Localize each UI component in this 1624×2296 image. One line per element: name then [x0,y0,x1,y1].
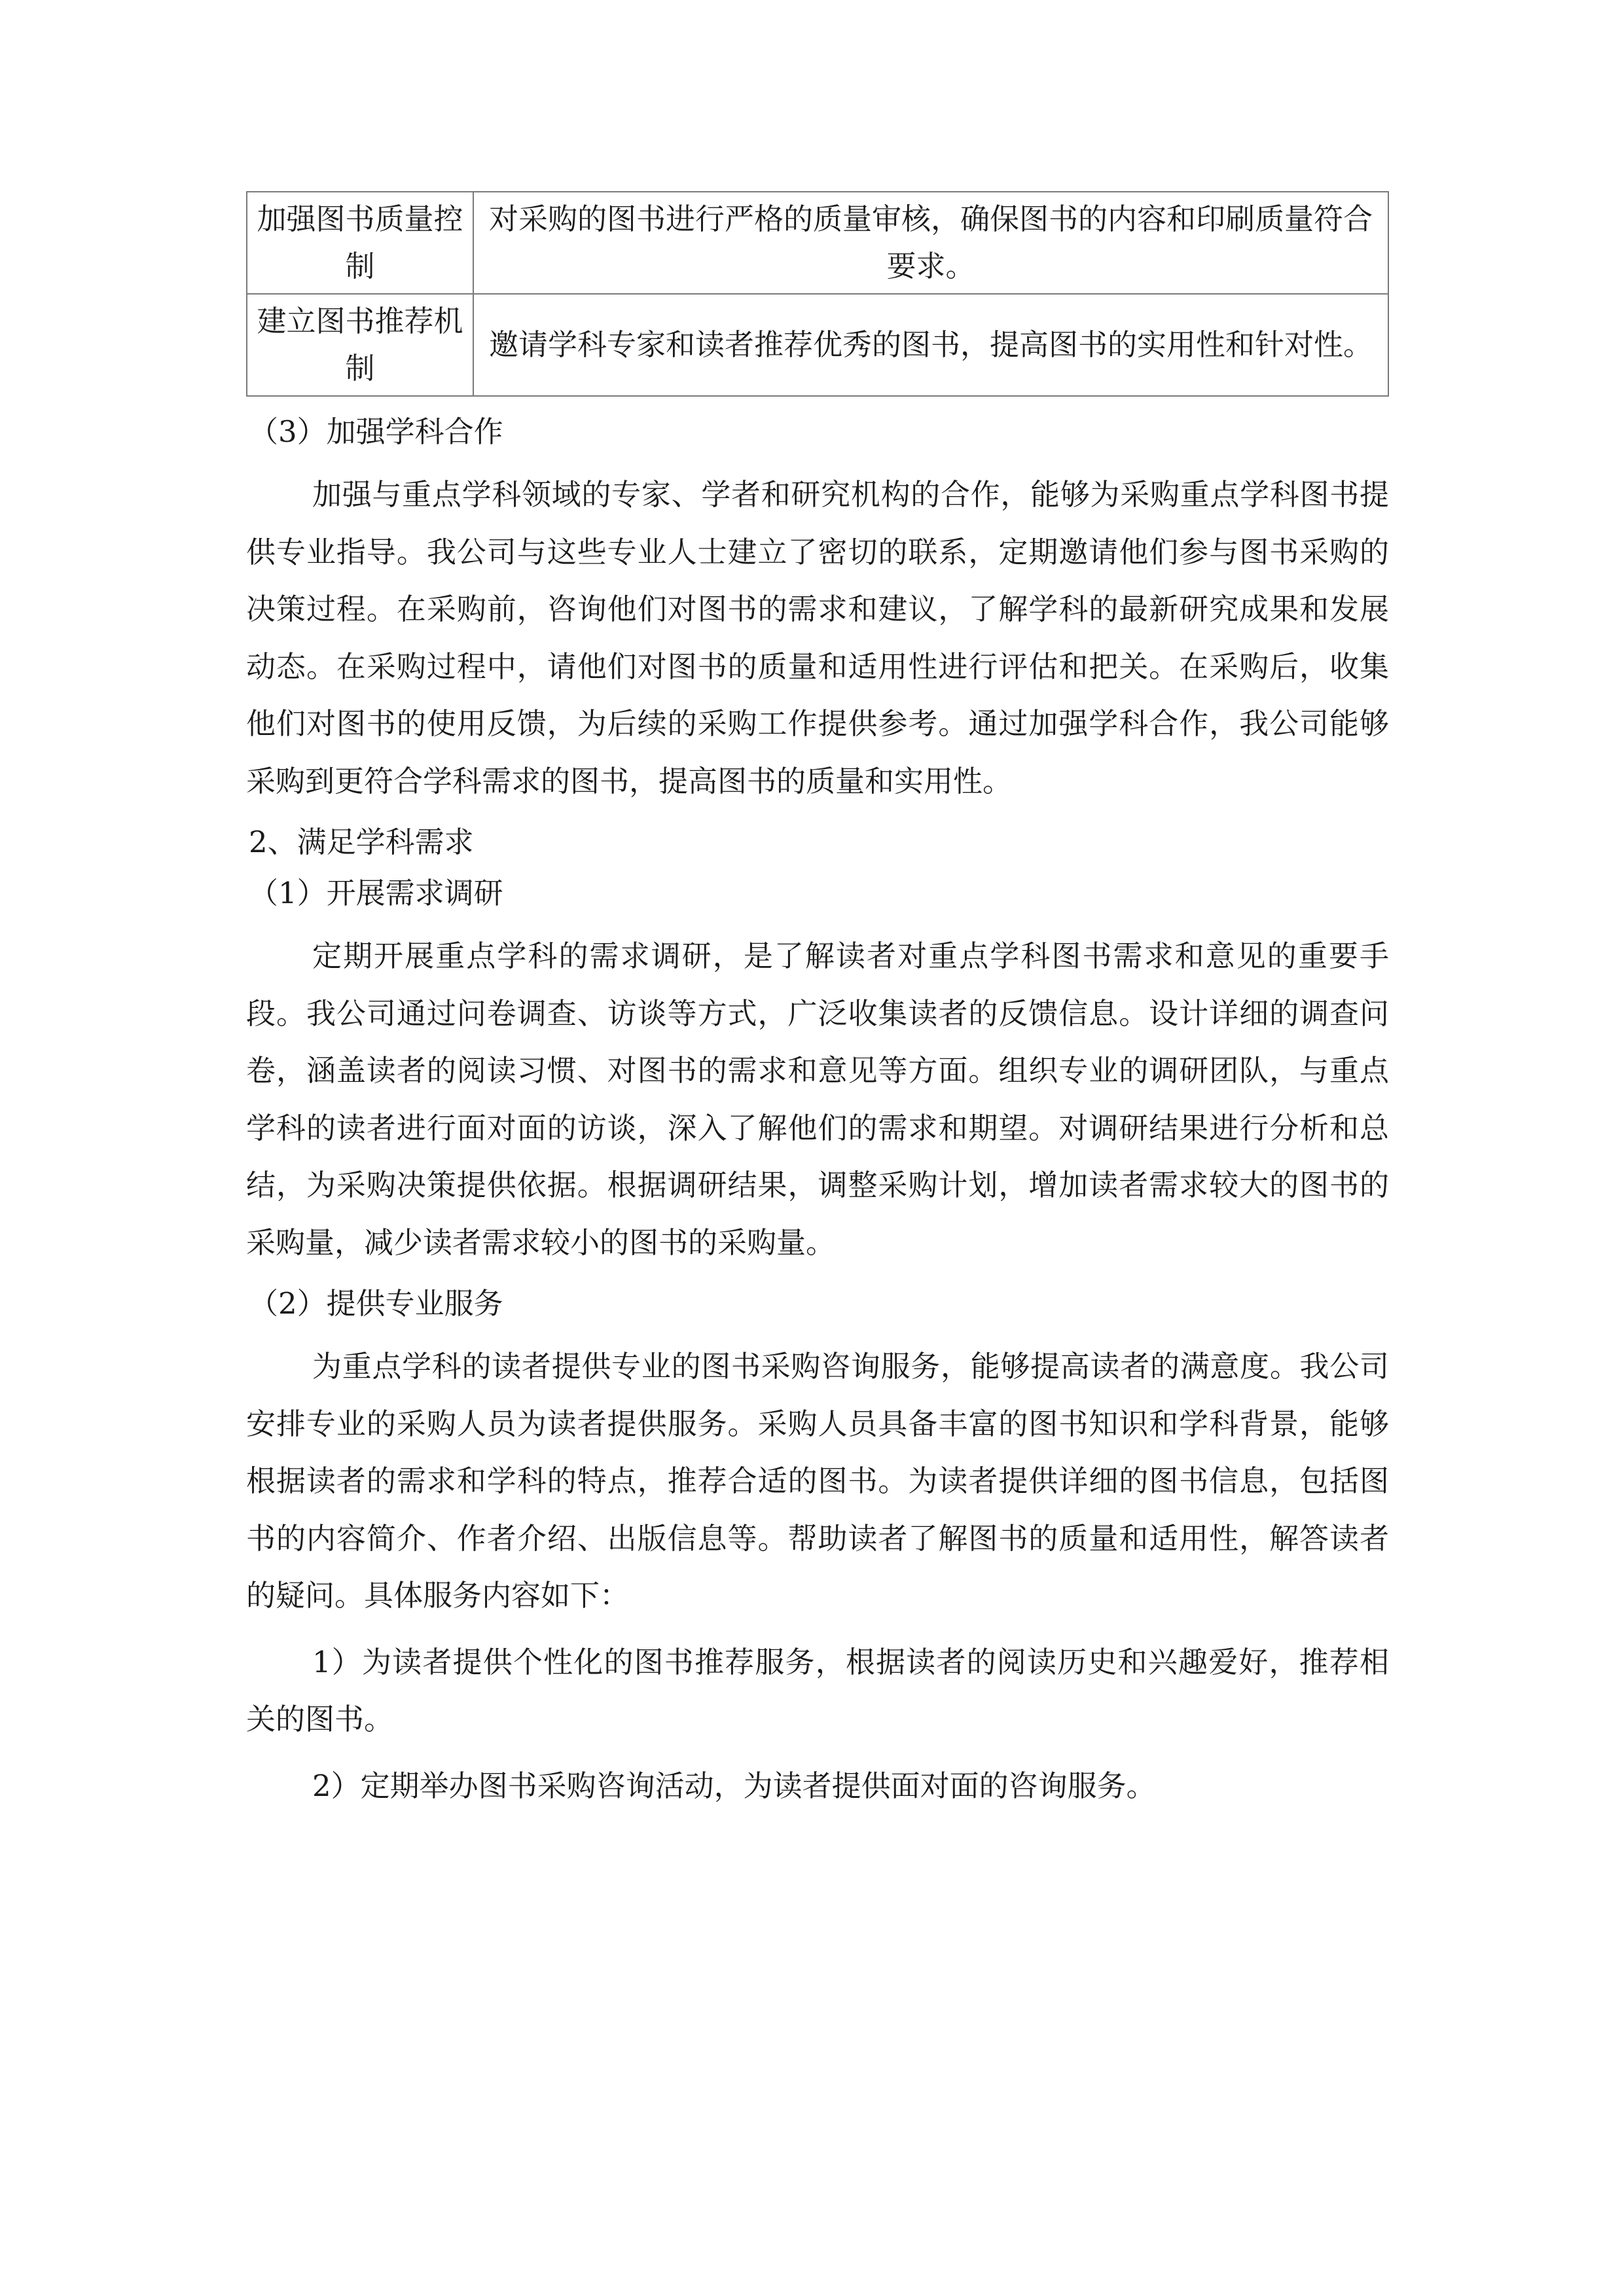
section-heading-needs: 2、满足学科需求 [249,825,474,859]
table-cell-content: 对采购的图书进行严格的质量审核，确保图书的内容和印刷质量符合要求。 [473,192,1388,294]
measures-table [246,191,1389,397]
list-item: 2）定期举办图书采购咨询活动，为读者提供面对面的咨询服务。 [312,1768,1156,1803]
page-content [246,191,1389,1814]
paragraph-research: 定期开展重点学科的需求调研，是了解读者对重点学科图书需求和意见的重要手段。我公司通过问卷调查、访谈等方式，广泛收集读者的反馈信息。设计详细的调查问卷，涵盖读者的阅读习惯、对图书的需求和意见等方面。组织专业的调研团队，与重点学科的读者进行面对面的访谈，深入了解他们的需求和期望。对调研结果进行分析和总结，为采购决策提供依据。根据调研结果，调整采购计划，增加读者需求较大的图书的采购量，减少读者需求较小的图书的采购量。 [246,939,1389,1260]
section-heading-service: （2）提供专业服务 [249,1286,503,1321]
section-heading-cooperation: （3）加强学科合作 [249,414,503,449]
table-cell-content: 邀请学科专家和读者推荐优秀的图书，提高图书的实用性和针对性。 [473,294,1388,396]
paragraph-service: 为重点学科的读者提供专业的图书采购咨询服务，能够提高读者的满意度。我公司安排专业的采购人员为读者提供服务。采购人员具备丰富的图书知识和学科背景，能够根据读者的需求和学科的特点，推荐合适的图书。为读者提供详细的图书信息，包括图书的内容简介、作者介绍、出版信息等。帮助读者了解图书的质量和适用性，解答读者的疑问。具体服务内容如下： [246,1349,1389,1613]
table-row [247,192,1388,294]
list-item: 1）为读者提供个性化的图书推荐服务，根据读者的阅读历史和兴趣爱好，推荐相关的图书。 [246,1644,1389,1736]
table-row [247,294,1388,396]
table-cell-label: 加强图书质量控制 [247,192,473,294]
paragraph-cooperation: 加强与重点学科领域的专家、学者和研究机构的合作，能够为采购重点学科图书提供专业指导。我公司与这些专业人士建立了密切的联系，定期邀请他们参与图书采购的决策过程。在采购前，咨询他们对图书的需求和建议，了解学科的最新研究成果和发展动态。在采购过程中，请他们对图书的质量和适用性进行评估和把关。在采购后，收集他们对图书的使用反馈，为后续的采购工作提供参考。通过加强学科合作，我公司能够采购到更符合学科需求的图书，提高图书的质量和实用性。 [246,477,1389,798]
table-cell-label: 建立图书推荐机制 [247,294,473,396]
section-heading-research: （1）开展需求调研 [249,876,503,910]
